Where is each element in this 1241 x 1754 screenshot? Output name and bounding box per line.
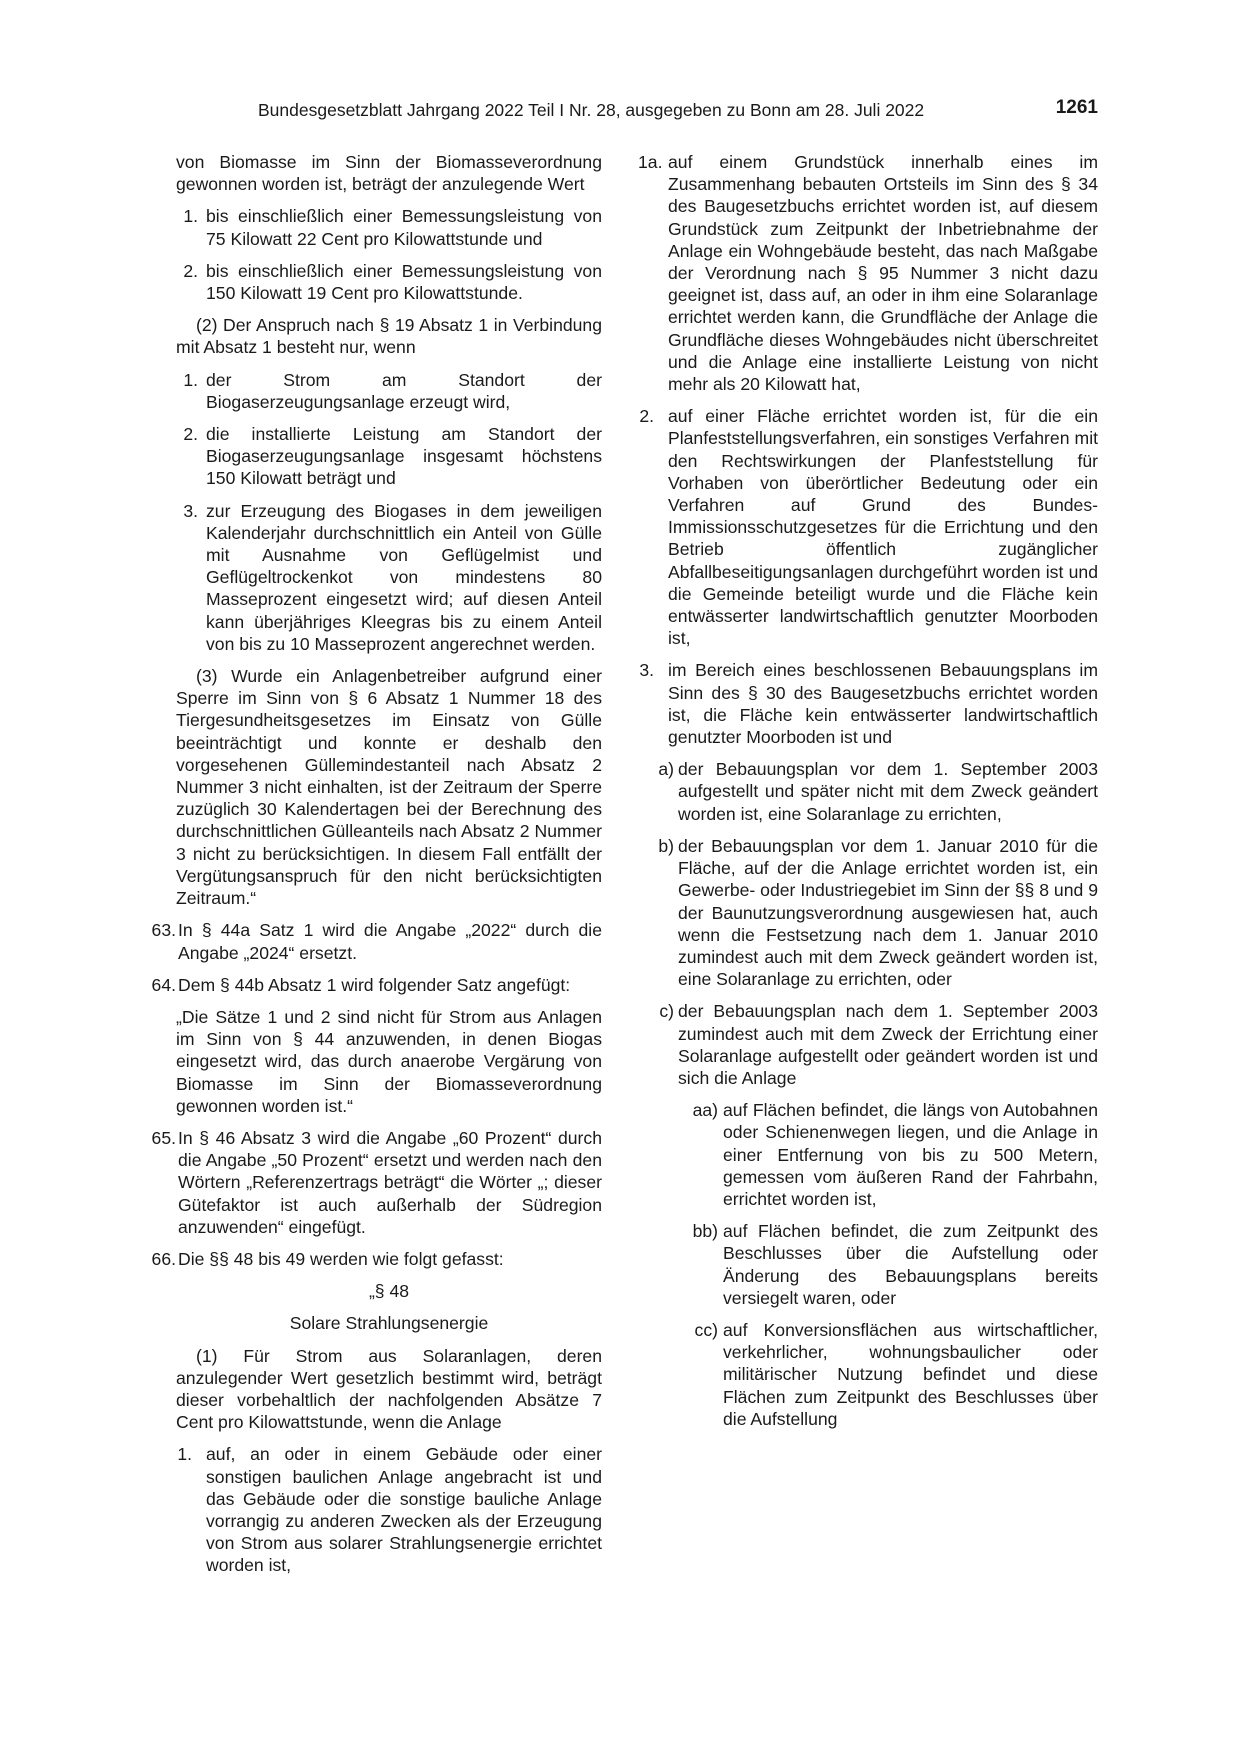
list-item xyxy=(174,423,602,490)
item-number: 65. xyxy=(151,1127,176,1148)
item-text: zur Erzeugung des Biogases in dem jeweiligen Kalenderjahr durchschnittlich ein Anteil von Gülle mit Ausnahme von Geflügelmist und Geflügeltrockenkot von mindestens 80 Masseprozent eingesetzt wird; auf diesen Anteil kann überjähriges Kleegras bis zu einem Anteil von bis zu 10 Masseprozent angerechnet werden. xyxy=(206,500,602,654)
item-number: 1. xyxy=(183,369,198,390)
gazette-title: Bundesgesetzblatt Jahrgang 2022 Teil I Nr. 28, ausgegeben zu Bonn am 28. Juli 2022 xyxy=(258,100,925,120)
list-item xyxy=(174,500,602,655)
item-text: die installierte Leistung am Standort der Biogaserzeugungsanlage insgesamt höchstens 150 Kilowatt beträgt und xyxy=(206,424,602,489)
item-text: Die §§ 48 bis 49 werden wie folgt gefasst: xyxy=(178,1248,504,1269)
section-number: „§ 48 xyxy=(368,1281,410,1302)
item-number: 64. xyxy=(151,974,176,995)
item-text: auf Konversionsflächen aus wirtschaftlicher, verkehrlicher, wohnungsbaulicher oder militärischer Nutzung befindet und diese Flächen zum Zeitpunkt des Beschlusses über die Aufstellung xyxy=(723,1319,1098,1429)
item-number: c) xyxy=(659,1001,674,1022)
section-title: Solare Strahlungsenergie xyxy=(289,1313,489,1334)
paragraph-2: (2) Der Anspruch nach § 19 Absatz 1 in Verbindung mit Absatz 1 besteht nur, wenn xyxy=(176,315,602,358)
list-item-1a xyxy=(638,151,1098,395)
page-number: 1261 xyxy=(1055,97,1098,118)
amendment-item-66 xyxy=(146,1248,602,1270)
item-number: 3. xyxy=(183,500,198,521)
item-text: der Strom am Standort der Biogaserzeugungsanlage erzeugt wird, xyxy=(206,369,602,412)
item-text: In § 46 Absatz 3 wird die Angabe „60 Prozent“ durch die Angabe „50 Prozent“ ersetzt und werden nach den Wörtern „Referenzertrags beträgt“ die Wörter „; dieser Gütefaktor ist auch außerhalb der Südregion anzuwenden“ eingefügt. xyxy=(178,1127,602,1237)
list-item xyxy=(176,1443,602,1576)
item-text: auf, an oder in einem Gebäude oder einer sonstigen baulichen Anlage angebracht ist und das Gebäude oder die sonstige bauliche Anlage vorrangig zu anderen Zwecken als der Erzeugung von Strom aus solarer Strahlungsenergie errichtet worden ist, xyxy=(206,1444,602,1576)
subsub-item-aa xyxy=(688,1099,1098,1210)
item-text: der Bebauungsplan vor dem 1. Januar 2010 für die Fläche, auf der die Anlage errichtet worden ist, ein Gewerbe- oder Industriegebiet im Sinn der §§ 8 und 9 der Baunutzungsverordnung ausgewiesen hat, auch wenn die Festsetzung nach dem 1. Januar 2010 zumindest auch mit dem Zweck geändert worden ist, eine Solaranlage zu errichten, oder xyxy=(678,835,1098,990)
list-item-2 xyxy=(638,405,1098,649)
item-text: bis einschließlich einer Bemessungsleistung von 150 Kilowatt 19 Cent pro Kilowattstunde. xyxy=(206,260,602,304)
amendment-item-63 xyxy=(146,919,602,963)
item-text: der Bebauungsplan nach dem 1. September 2003 zumindest auch mit dem Zweck der Errichtung einer Solaranlage aufgestellt oder geändert worden ist und sich die Anlage xyxy=(678,1001,1098,1088)
item-number: 1a. xyxy=(638,152,663,172)
item-number: aa) xyxy=(692,1100,718,1121)
item-number: 2. xyxy=(639,406,654,427)
subsub-item-bb xyxy=(688,1220,1098,1309)
item-text: im Bereich eines beschlossenen Bebauungsplans im Sinn des § 30 des Baugesetzbuchs errichtet worden ist, die Fläche kein entwässerter landwirtschaftlich genutzter Moorboden ist und xyxy=(668,660,1098,748)
item-number: 2. xyxy=(183,424,198,445)
section-paragraph-1: (1) Für Strom aus Solaranlagen, deren anzulegender Wert gesetzlich bestimmt wird, beträgt dieser vorbehaltlich der nachfolgenden Absätze 7 Cent pro Kilowattstunde, wenn die Anlage xyxy=(176,1345,602,1433)
list-item-3 xyxy=(638,659,1098,748)
right-column xyxy=(638,151,1098,1430)
item-text: Dem § 44b Absatz 1 wird folgender Satz angefügt: xyxy=(178,974,571,995)
item-text: auf einem Grundstück innerhalb eines im Zusammenhang bebauten Ortsteils im Sinn des § 34 des Baugesetzbuchs errichtet worden ist, auf diesem Grundstück zum Zeitpunkt der Inbetriebnahme der Anlage ein Wohngebäude besteht, das nach Maßgabe der Verordnung nach § 95 Nummer 3 nicht dazu geeignet ist, dass auf, an oder in ihm eine Solaranlage errichtet werden kann, die Grundfläche der Anlage die Grundfläche dieses Wohngebäudes nicht überschreitet und die Anlage eine installierte Leistung von nicht mehr als 20 Kilowatt hat, xyxy=(668,152,1098,395)
list-item xyxy=(174,205,602,249)
item-number: 2. xyxy=(183,260,198,281)
paragraph-3: (3) Wurde ein Anlagenbetreiber aufgrund einer Sperre im Sinn von § 6 Absatz 1 Nummer 18 des Tiergesundheitsgesetzes im Einsatz von Gülle beeinträchtigt und konnte er deshalb den vorgesehenen Güllemindestanteil nach Absatz 2 Nummer 3 nicht einhalten, ist der Zeitraum der Sperre zuzüglich 30 Kalendertagen bei der Berechnung des durchschnittlichen Gülleanteils nach Absatz 2 Nummer 3 nicht zu berücksichtigen. In diesem Fall entfällt der Vergütungsanspruch für den nicht berücksichtigten Zeitraum.“ xyxy=(176,666,602,909)
item-number: 3. xyxy=(639,660,654,681)
item-number: a) xyxy=(658,759,674,780)
sub-item-a xyxy=(656,758,1098,825)
left-column xyxy=(151,151,602,1577)
sub-item-b xyxy=(656,835,1098,990)
item-text: In § 44a Satz 1 wird die Angabe „2022“ durch die Angabe „2024“ ersetzt. xyxy=(178,920,602,963)
quoted-sentence: „Die Sätze 1 und 2 sind nicht für Strom aus Anlagen im Sinn von § 44 anzuwenden, in denen Biogas eingesetzt wird, das durch anaerobe Vergärung von Biomasse im Sinn der Biomasseverordnung gewonnen worden ist.“ xyxy=(176,1006,602,1116)
sub-item-c xyxy=(656,1000,1098,1089)
item-number: bb) xyxy=(692,1221,718,1242)
item-text: auf einer Fläche errichtet worden ist, für die ein Planfeststellungsverfahren, ein sonstiges Verfahren mit den Rechtswirkungen der Planfeststellung für Vorhaben von überörtlicher Bedeutung oder ein Verfahren auf Grund des Bundes-Immissionsschutzgesetzes für die Errichtung und den Betrieb öffentlich zugänglicher Abfallbeseitigungsanlagen durchgeführt worden ist und die Gemeinde beteiligt wurde und die Fläche kein entwässerter landwirtschaftlich genutzter Moorboden ist, xyxy=(668,406,1098,649)
intro-paragraph: von Biomasse im Sinn der Biomasseverordnung gewonnen worden ist, beträgt der anzulegende Wert xyxy=(176,152,602,195)
item-number: cc) xyxy=(694,1319,718,1340)
item-text: der Bebauungsplan vor dem 1. September 2003 aufgestellt und später nicht mit dem Zweck geändert worden ist, eine Solaranlage zu errichten, xyxy=(678,759,1098,824)
item-number: 1. xyxy=(177,1444,192,1465)
item-number: b) xyxy=(658,835,674,856)
item-text: bis einschließlich einer Bemessungsleistung von 75 Kilowatt 22 Cent pro Kilowattstunde und xyxy=(206,206,602,249)
list-item xyxy=(174,369,602,413)
amendment-item-65 xyxy=(146,1127,602,1238)
subsub-item-cc xyxy=(688,1319,1098,1430)
list-item xyxy=(174,260,602,304)
amendment-item-64 xyxy=(146,974,602,996)
item-number: 63. xyxy=(151,920,176,941)
page-header xyxy=(176,97,1108,124)
item-number: 1. xyxy=(183,206,198,227)
item-text: auf Flächen befindet, die längs von Autobahnen oder Schienenwegen liegen, und die Anlage in einer Entfernung von bis zu 500 Metern, gemessen vom äußeren Rand der Fahrbahn, errichtet worden ist, xyxy=(723,1100,1098,1209)
item-number: 66. xyxy=(151,1248,176,1269)
item-text: auf Flächen befindet, die zum Zeitpunkt des Beschlusses über die Aufstellung oder Änderung des Bebauungsplans bereits versiegelt waren, oder xyxy=(723,1221,1098,1308)
